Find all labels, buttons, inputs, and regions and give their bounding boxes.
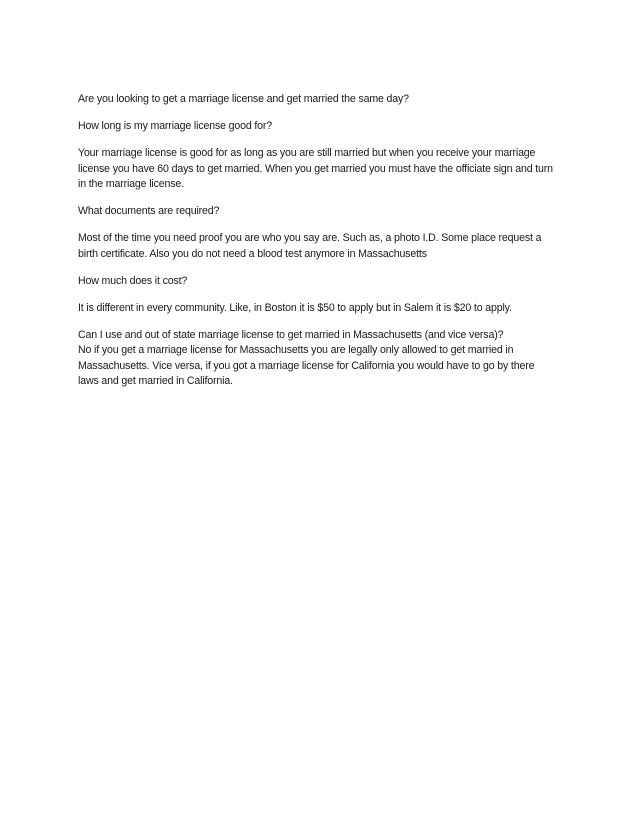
question-documents-required: What documents are required? xyxy=(78,205,220,217)
answer-documents-required: Most of the time you need proof you are who you say are. Such as, a photo I.D. Some place request a birth certificate. Also you do not need a blood test anymore in Massachusetts xyxy=(78,232,542,260)
answer-out-of-state: No if you get a marriage license for Massachusetts you are legally only allowed to get married in Massachusetts. Vice versa, if you got a marriage license for California you would have to go by there laws and get married in California. xyxy=(78,344,535,387)
question-license-duration: How long is my marriage license good for? xyxy=(78,120,273,132)
question-out-of-state: Can I use and out of state marriage license to get married in Massachusetts (and vice versa)? xyxy=(78,328,504,341)
answer-cost: It is different in every community. Like, in Boston it is $50 to apply but in Salem it is $20 to apply. xyxy=(78,301,512,314)
question-cost: How much does it cost? xyxy=(78,274,188,287)
question-same-day: Are you looking to get a marriage license and get married the same day? xyxy=(78,93,409,105)
document-body xyxy=(78,92,554,401)
answer-license-duration: Your marriage license is good for as long as you are still married but when you receive your marriage license you have 60 days to get married. When you get married you must have the officiate sign and turn in the marriage license. xyxy=(78,147,553,190)
